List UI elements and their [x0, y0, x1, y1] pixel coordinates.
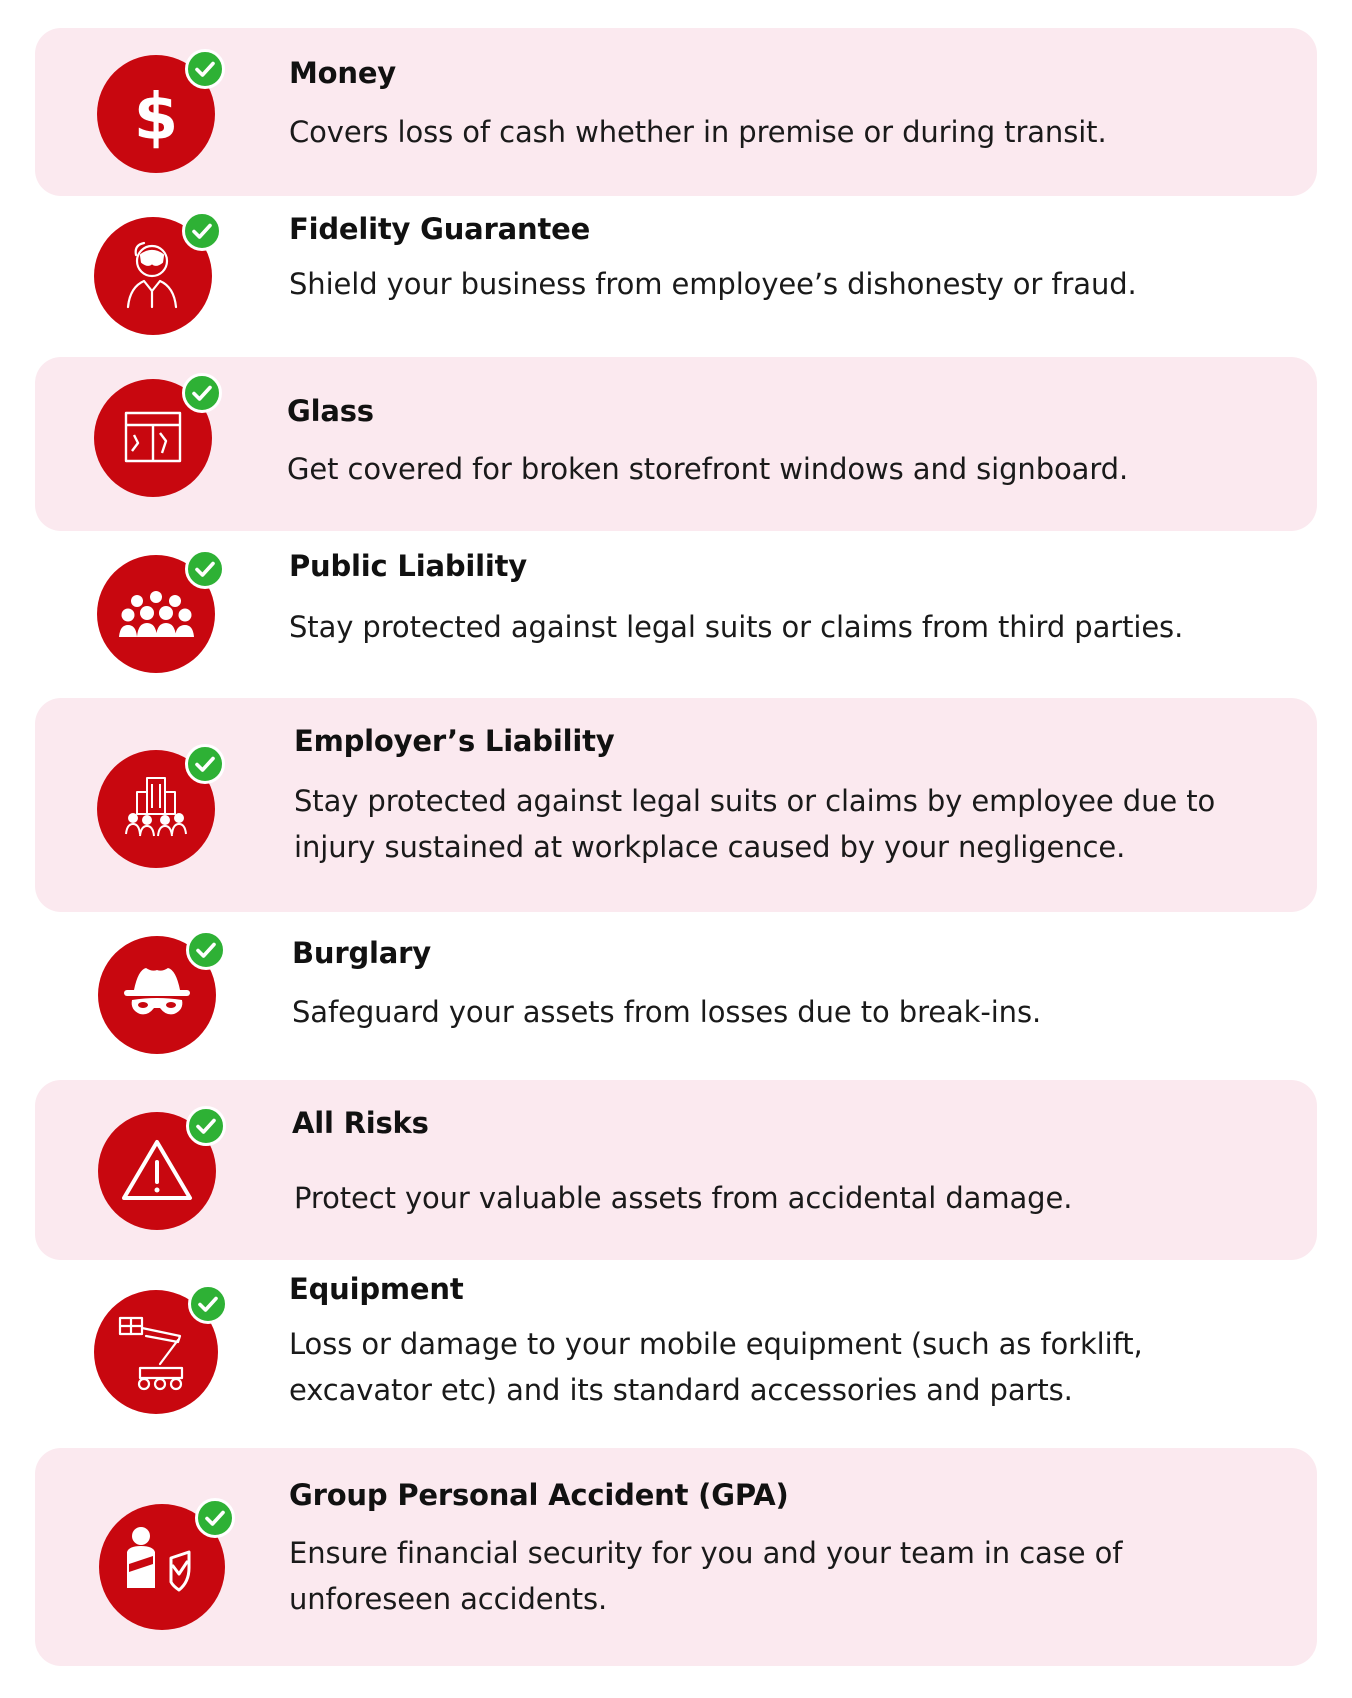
item-description: Stay protected against legal suits or claims by employee due to injury sustained at workplace caused by your negligence. — [294, 784, 1216, 864]
check-icon — [186, 930, 226, 970]
item-title: Fidelity Guarantee — [289, 212, 591, 246]
check-icon — [182, 211, 222, 251]
list-item — [35, 1448, 1317, 1666]
item-title: Employer’s Liability — [294, 724, 615, 758]
window-icon — [94, 379, 212, 497]
item-description: Get covered for broken storefront windows and signboard. — [287, 452, 1129, 486]
item-title: All Risks — [292, 1106, 429, 1140]
item-title: Equipment — [289, 1272, 464, 1306]
list-item — [35, 357, 1317, 531]
item-description: Ensure financial security for you and your team in case of unforeseen accidents. — [289, 1536, 1123, 1616]
item-description: Loss or damage to your mobile equipment (such as forklift, excavator etc) and its standard accessories and parts. — [289, 1327, 1143, 1407]
building-people-icon — [97, 750, 215, 868]
item-description: Shield your business from employee’s dishonesty or fraud. — [289, 267, 1137, 301]
crowd-icon — [97, 555, 215, 673]
burglar-icon — [98, 936, 216, 1054]
item-title: Money — [289, 56, 396, 90]
list-item — [35, 535, 1317, 693]
list-item — [35, 28, 1317, 196]
list-item — [35, 200, 1317, 358]
masked-person-icon — [94, 217, 212, 335]
check-icon — [188, 1284, 228, 1324]
list-item — [35, 1264, 1317, 1444]
injured-person-shield-icon — [99, 1504, 225, 1630]
list-item — [35, 1080, 1317, 1260]
check-icon — [186, 1106, 226, 1146]
list-item — [35, 698, 1317, 912]
item-title: Public Liability — [289, 549, 527, 583]
item-title: Burglary — [292, 936, 431, 970]
check-icon — [195, 1498, 235, 1538]
check-icon — [185, 549, 225, 589]
list-item — [35, 916, 1317, 1076]
item-description: Protect your valuable assets from accidental damage. — [294, 1181, 1073, 1215]
warning-icon — [98, 1112, 216, 1230]
item-description: Covers loss of cash whether in premise or during transit. — [289, 115, 1107, 149]
dollar-icon — [97, 55, 215, 173]
svg-text:$: $ — [133, 81, 179, 155]
item-description: Stay protected against legal suits or claims from third parties. — [289, 610, 1184, 644]
check-icon — [182, 373, 222, 413]
boom-lift-icon — [94, 1290, 218, 1414]
check-icon — [185, 744, 225, 784]
item-description: Safeguard your assets from losses due to break-ins. — [292, 995, 1042, 1029]
check-icon — [185, 49, 225, 89]
item-title: Glass — [287, 394, 374, 428]
item-title: Group Personal Accident (GPA) — [289, 1478, 789, 1512]
